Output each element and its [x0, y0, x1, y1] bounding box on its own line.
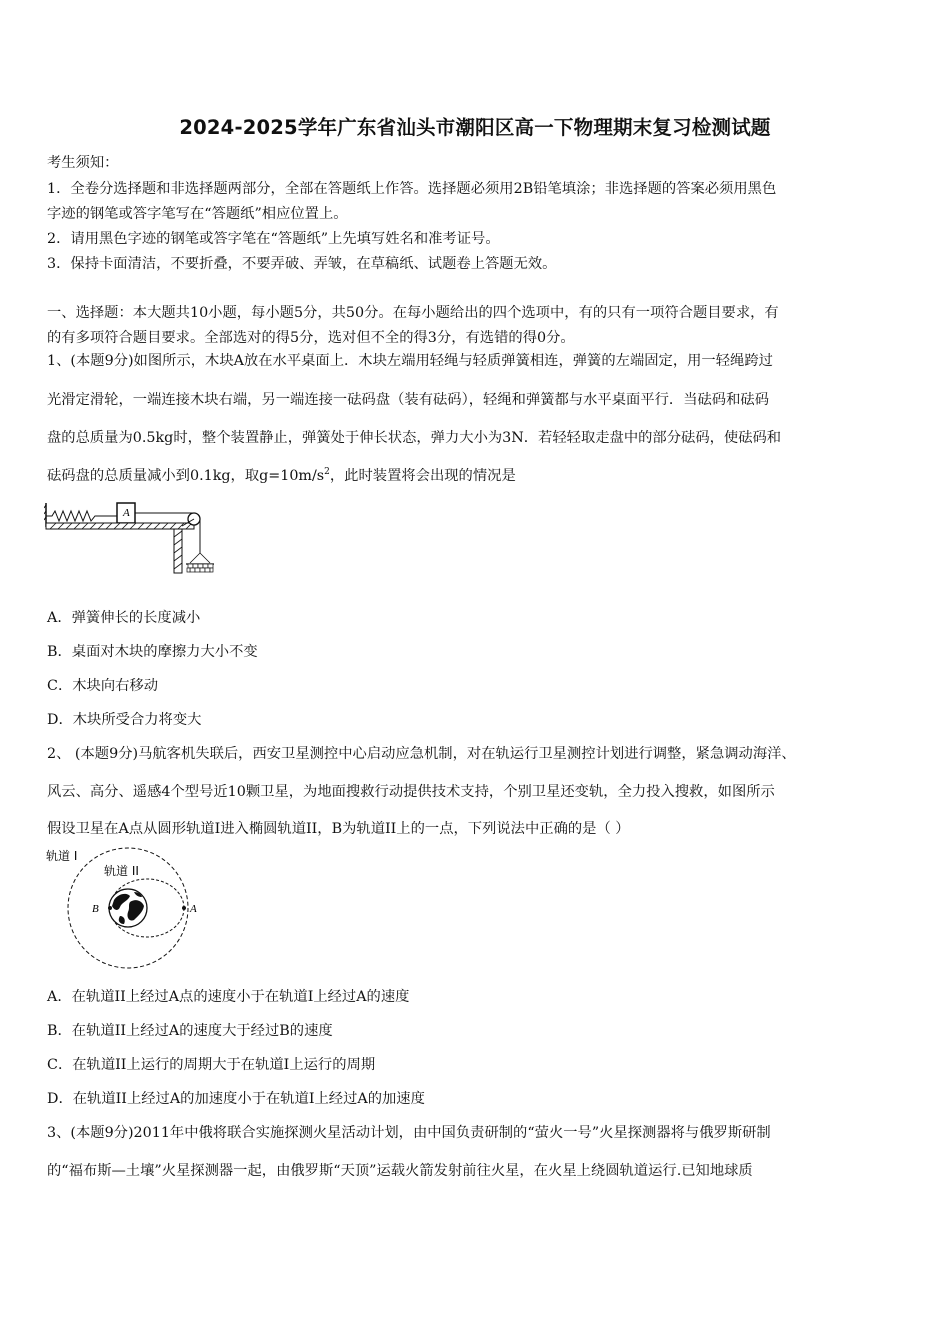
q1-line-2: 光滑定滑轮，一端连接木块右端，另一端连接一砝码盘（装有砝码），轻绳和弹簧都与水平桌面平行．当砝码和砝码 [47, 392, 769, 408]
q2-line-2: 风云、高分、遥感4个型号近10颗卫星，为地面搜救行动提供技术支持，个别卫星还变轨，全力投入搜救，如图所示 [47, 784, 775, 800]
orbit-2-label: 轨道 II [104, 864, 139, 878]
q1-option-b[interactable]: B．桌面对木块的摩擦力大小不变 [47, 644, 258, 660]
q1-figure-spring-pulley [44, 497, 216, 575]
q1-line-3: 盘的总质量为0.5kg时，整个装置静止，弹簧处于伸长状态，弹力大小为3N．若轻轻取走盘中的部分砝码，使砝码和 [47, 430, 782, 446]
q2-line-1: 2、 (本题9分)马航客机失联后，西安卫星测控中心启动应急机制，对在轨运行卫星测控计划进行调整，紧急调动海洋、 [47, 746, 796, 762]
q1-option-d[interactable]: D．木块所受合力将变大 [47, 712, 202, 728]
notice-item-1-cont: 字迹的钢笔或答字笔写在“答题纸”相应位置上。 [47, 206, 348, 222]
earth-icon [109, 889, 147, 927]
q2-option-d[interactable]: D．在轨道II上经过A的加速度小于在轨道I上经过A的加速度 [47, 1091, 425, 1107]
block-a-label: A [123, 507, 130, 519]
section-intro-line2: 的有多项符合题目要求。全部选对的得5分，选对但不全的得3分，有选错的得0分。 [47, 330, 575, 346]
point-b-label: B [92, 903, 99, 915]
notice-item-3: 3．保持卡面清洁，不要折叠，不要弄破、弄皱，在草稿纸、试题卷上答题无效。 [47, 256, 557, 272]
notice-item-2: 2．请用黑色字迹的钢笔或答字笔在“答题纸”上先填写姓名和准考证号。 [47, 231, 500, 247]
point-a-label: A [190, 903, 197, 915]
q1-line-1: 1、(本题9分)如图所示，木块A放在水平桌面上．木块左端用轻绳与轻质弹簧相连，弹簧的左端固定，用一轻绳跨过 [47, 353, 773, 369]
q2-option-c[interactable]: C．在轨道II上运行的周期大于在轨道I上运行的周期 [47, 1057, 376, 1073]
q3-line-2: 的“福布斯—土壤”火星探测器一起，由俄罗斯“天顶”运载火箭发射前往火星，在火星上绕圆轨道运行.已知地球质 [47, 1163, 753, 1179]
weights [187, 564, 213, 572]
point-a-dot [182, 906, 186, 910]
notice-item-1: 1．全卷分选择题和非选择题两部分，全部在答题纸上作答。选择题必须用2B铅笔填涂；非选择题的答案必须用黑色 [47, 181, 777, 197]
q1-option-a[interactable]: A．弹簧伸长的长度减小 [47, 610, 201, 626]
orbit-1-label: 轨道 I [46, 849, 78, 863]
q1-exponent: 2 [324, 467, 330, 478]
q2-option-a[interactable]: A．在轨道II上经过A点的速度小于在轨道I上经过A的速度 [47, 989, 410, 1005]
notice-heading: 考生须知： [47, 155, 119, 171]
q2-line-3: 假设卫星在A点从圆形轨道I进入椭圆轨道II，B为轨道II上的一点，下列说法中正确的是（ ） [47, 821, 630, 837]
q1-line-4 [47, 465, 516, 485]
q1-line-4-text: 砝码盘的总质量减小到0.1kg，取g=10m/s [47, 468, 325, 484]
point-b-dot [108, 906, 112, 910]
q2-figure-orbits [44, 846, 214, 976]
page-title: 2024-2025学年广东省汕头市潮阳区高一下物理期末复习检测试题 [179, 116, 771, 139]
q3-line-1: 3、(本题9分)2011年中俄将联合实施探测火星活动计划，由中国负责研制的“萤火一号”火星探测器将与俄罗斯研制 [47, 1125, 771, 1141]
q1-line-4-tail: ，此时装置将会出现的情况是 [329, 468, 516, 484]
q1-option-c[interactable]: C．木块向右移动 [47, 678, 159, 694]
section-intro-line1: 一、选择题：本大题共10小题，每小题5分，共50分。在每小题给出的四个选项中，有的只有一项符合题目要求，有 [47, 305, 779, 321]
q2-option-b[interactable]: B．在轨道II上经过A的速度大于经过B的速度 [47, 1023, 333, 1039]
